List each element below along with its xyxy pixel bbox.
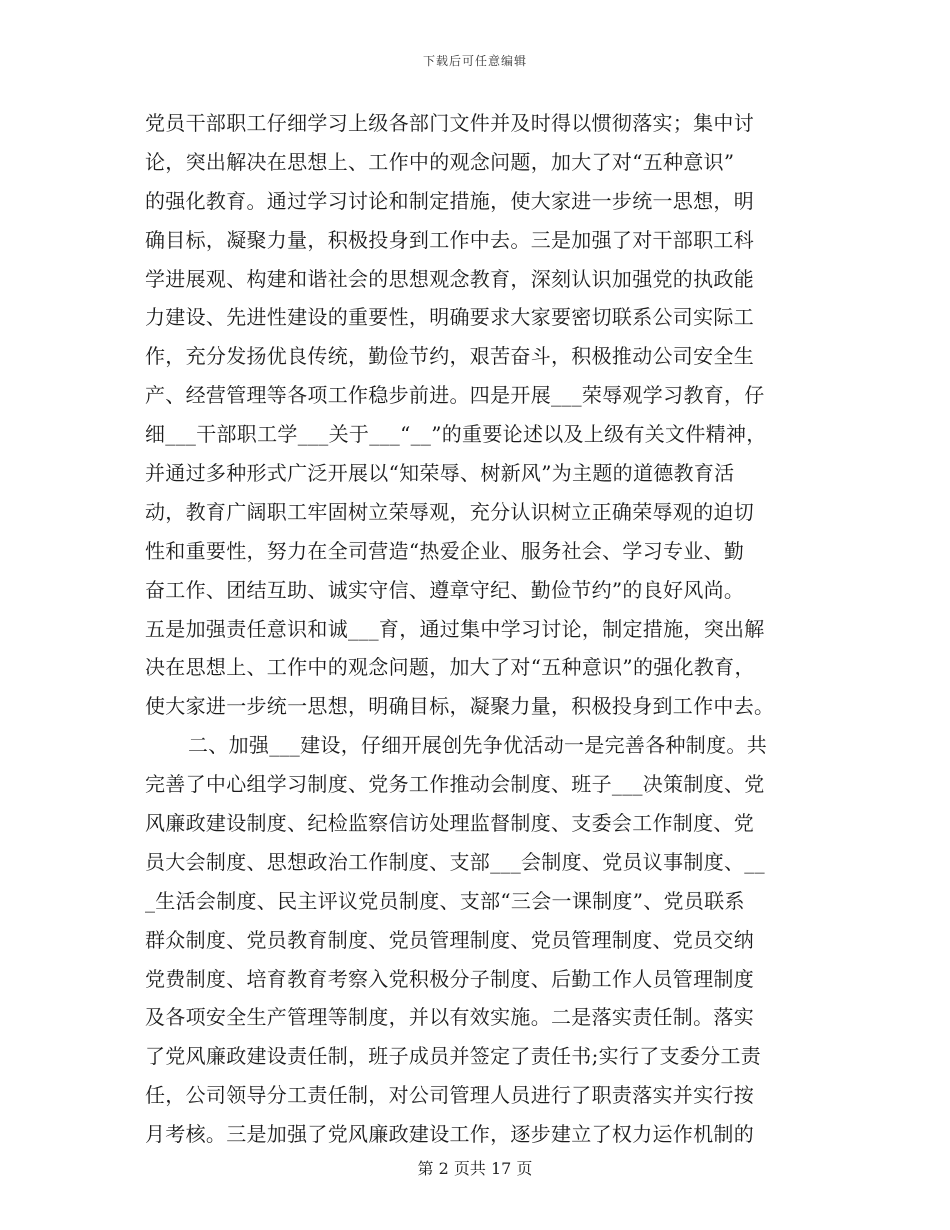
text-line: 学进展观、构建和谐社会的思想观念教育，深刻认识加强党的执政能	[145, 266, 754, 291]
text-line: 了党风廉政建设责任制，班子成员并签定了责任书;实行了支委分工责	[145, 1044, 762, 1069]
text-line: 完善了中心组学习制度、党务工作推动会制度、班子___决策制度、党	[145, 772, 765, 797]
text-line: 细___干部职工学___关于___“__”的重要论述以及上级有关文件精神，	[145, 422, 767, 447]
text-line: 及各项安全生产管理等制度，并以有效实施。二是落实责任制。落实	[145, 1005, 754, 1030]
text-line: 动，教育广阔职工牢固树立荣辱观，充分认识树立正确荣辱观的迫切	[145, 499, 754, 524]
text-line: 力建设、先进性建设的重要性，明确要求大家要密切联系公司实际工	[145, 305, 754, 330]
text-line: 决在思想上、工作中的观念问题，加大了对“五种意识”的强化教育，	[145, 655, 755, 680]
page-number: 第 2 页共 17 页	[417, 1159, 533, 1178]
text-line: 任，公司领导分工责任制，对公司管理人员进行了职责落实并实行按	[145, 1083, 754, 1108]
text-line: 党费制度、培育教育考察入党积极分子制度、后勤工作人员管理制度	[145, 966, 754, 991]
text-line: 确目标，凝聚力量，积极投身到工作中去。三是加强了对干部职工科	[145, 227, 754, 252]
text-line: 论，突出解决在思想上、工作中的观念问题，加大了对“五种意识”	[145, 149, 735, 174]
document-body	[145, 104, 815, 1154]
text-line: 并通过多种形式广泛开展以“知荣辱、树新风”为主题的道德教育活	[145, 461, 735, 486]
text-line: 员大会制度、思想政治工作制度、支部___会制度、党员议事制度、__	[145, 849, 765, 874]
text-line: 作，充分发扬优良传统，勤俭节约，艰苦奋斗，积极推动公司安全生	[145, 344, 754, 369]
page-header: 下载后可任意编辑	[422, 54, 527, 68]
text-line: 月考核。三是加强了党风廉政建设工作，逐步建立了权力运作机制的	[145, 1122, 754, 1147]
text-line: 使大家进一步统一思想，明确目标，凝聚力量，积极投身到工作中去。	[145, 694, 775, 719]
text-line: 产、经营管理等各项工作稳步前进。四是开展___荣辱观学习教育，仔	[145, 383, 765, 408]
text-line: 党员干部职工仔细学习上级各部门文件并及时得以惯彻落实；集中讨	[145, 111, 754, 135]
text-line: 性和重要性，努力在全司营造“热爱企业、服务社会、学习专业、勤	[145, 538, 745, 563]
text-line: 群众制度、党员教育制度、党员管理制度、党员管理制度、党员交纳	[145, 927, 754, 952]
text-line: 奋工作、团结互助、诚实守信、遵章守纪、勤俭节约”的良好风尚。	[145, 577, 745, 602]
text-line: _生活会制度、民主评议党员制度、支部“三会一课制度”、党员联系	[145, 888, 745, 913]
paragraph-start-line: 二、加强___建设，仔细开展创先争优活动一是完善各种制度。共	[188, 733, 767, 758]
text-line: 的强化教育。通过学习讨论和制定措施，使大家进一步统一思想，明	[145, 188, 754, 213]
text-line: 五是加强责任意识和诚___育，通过集中学习讨论，制定措施，突出解	[145, 616, 765, 641]
text-line: 风廉政建设制度、纪检监察信访处理监督制度、支委会工作制度、党	[145, 811, 754, 836]
